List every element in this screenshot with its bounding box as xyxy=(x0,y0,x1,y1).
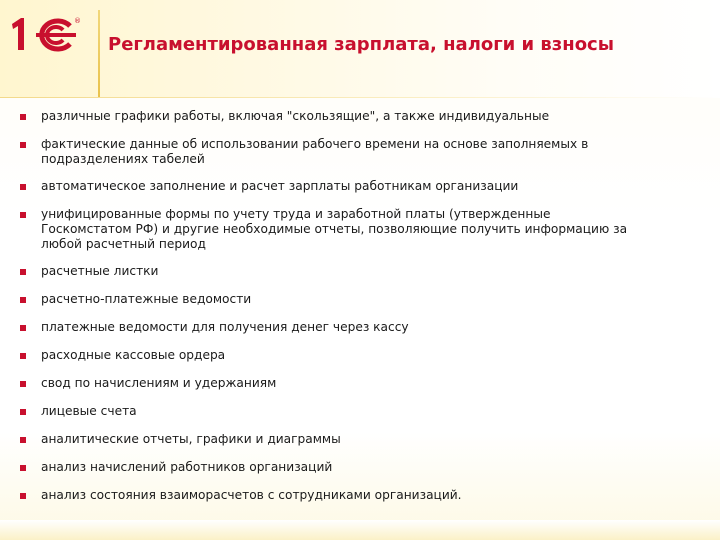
list-item-text xyxy=(41,137,701,167)
list-item-text xyxy=(41,404,701,419)
bullet-square-icon xyxy=(20,409,26,415)
list-item-line: подразделениях табелей xyxy=(41,152,205,166)
list-item-text xyxy=(41,460,701,475)
bullet-square-icon xyxy=(20,142,26,148)
list-item-text xyxy=(41,376,701,391)
bullet-square-icon xyxy=(20,297,26,303)
header-divider xyxy=(98,10,100,98)
list-item-line: анализ состояния взаиморасчетов с сотрудниками организаций. xyxy=(41,488,462,502)
bullet-square-icon xyxy=(20,437,26,443)
list-item-line: расходные кассовые ордера xyxy=(41,348,226,362)
bullet-square-icon xyxy=(20,325,26,331)
bullet-square-icon xyxy=(20,381,26,387)
list-item-line: анализ начислений работников организаций xyxy=(41,460,333,474)
list-item-text xyxy=(41,292,701,307)
list-item-text xyxy=(41,179,701,194)
list-item-line: расчетно-платежные ведомости xyxy=(41,292,252,306)
page-title: Регламентированная зарплата, налоги и взносы xyxy=(108,34,615,55)
list-item-line: платежные ведомости для получения денег через кассу xyxy=(41,320,409,334)
list-item-text xyxy=(41,109,701,124)
header xyxy=(0,0,720,98)
bottom-band xyxy=(0,520,720,540)
bullet-square-icon xyxy=(20,465,26,471)
list-item-line: Госкомстатом РФ) и другие необходимые отчеты, позволяющие получить информацию за xyxy=(41,222,628,236)
list-item-text xyxy=(41,488,701,503)
list-item-text xyxy=(41,432,701,447)
list-item-line: автоматическое заполнение и расчет зарплаты работникам организации xyxy=(41,179,519,193)
list-item-line: лицевые счета xyxy=(41,404,137,418)
list-item-line: расчетные листки xyxy=(41,264,159,278)
list-item-text xyxy=(41,348,701,363)
bullet-square-icon xyxy=(20,212,26,218)
svg-text:®: ® xyxy=(74,17,81,25)
bullet-square-icon xyxy=(20,353,26,359)
logo-1c xyxy=(8,14,84,54)
list-item-text xyxy=(41,207,701,252)
list-item-line: свод по начислениям и удержаниям xyxy=(41,376,277,390)
list-item-line: любой расчетный период xyxy=(41,237,206,251)
list-item-text xyxy=(41,320,701,335)
bullet-square-icon xyxy=(20,184,26,190)
bullet-square-icon xyxy=(20,493,26,499)
bullet-square-icon xyxy=(20,269,26,275)
list-item-line: унифицированные формы по учету труда и заработной платы (утвержденные xyxy=(41,207,551,221)
list-item-line: аналитические отчеты, графики и диаграммы xyxy=(41,432,341,446)
list-item-text xyxy=(41,264,701,279)
header-bottom-line xyxy=(0,97,720,98)
list-item-line: различные графики работы, включая "скользящие", а также индивидуальные xyxy=(41,109,550,123)
list-item-line: фактические данные об использовании рабочего времени на основе заполняемых в xyxy=(41,137,589,151)
bullet-square-icon xyxy=(20,114,26,120)
